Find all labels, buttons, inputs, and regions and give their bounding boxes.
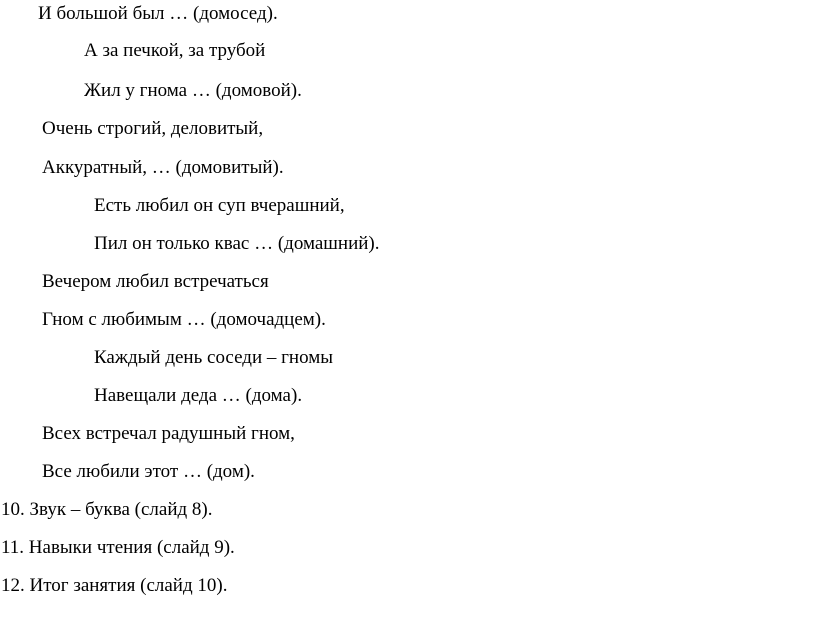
poem-line: Есть любил он суп вчерашний, xyxy=(94,195,345,216)
poem-line: Каждый день соседи – гномы xyxy=(94,347,333,368)
poem-line: И большой был … (домосед). xyxy=(38,3,278,24)
poem-line: Вечером любил встречаться xyxy=(42,271,269,292)
list-item: 11. Навыки чтения (слайд 9). xyxy=(1,537,235,558)
poem-line: Аккуратный, … (домовитый). xyxy=(42,157,284,178)
poem-line: Жил у гнома … (домовой). xyxy=(84,80,302,101)
poem-line: Всех встречал радушный гном, xyxy=(42,423,295,444)
poem-line: Гном с любимым … (домочадцем). xyxy=(42,309,326,330)
poem-line: А за печкой, за трубой xyxy=(84,40,266,61)
poem-line: Навещали деда … (дома). xyxy=(94,385,303,406)
poem-line: Пил он только квас … (домашний). xyxy=(94,233,380,254)
poem-line: Очень строгий, деловитый, xyxy=(42,118,264,139)
poem-line: Все любили этот … (дом). xyxy=(42,461,255,482)
list-item: 10. Звук – буква (слайд 8). xyxy=(1,499,213,520)
list-item: 12. Итог занятия (слайд 10). xyxy=(1,575,228,596)
